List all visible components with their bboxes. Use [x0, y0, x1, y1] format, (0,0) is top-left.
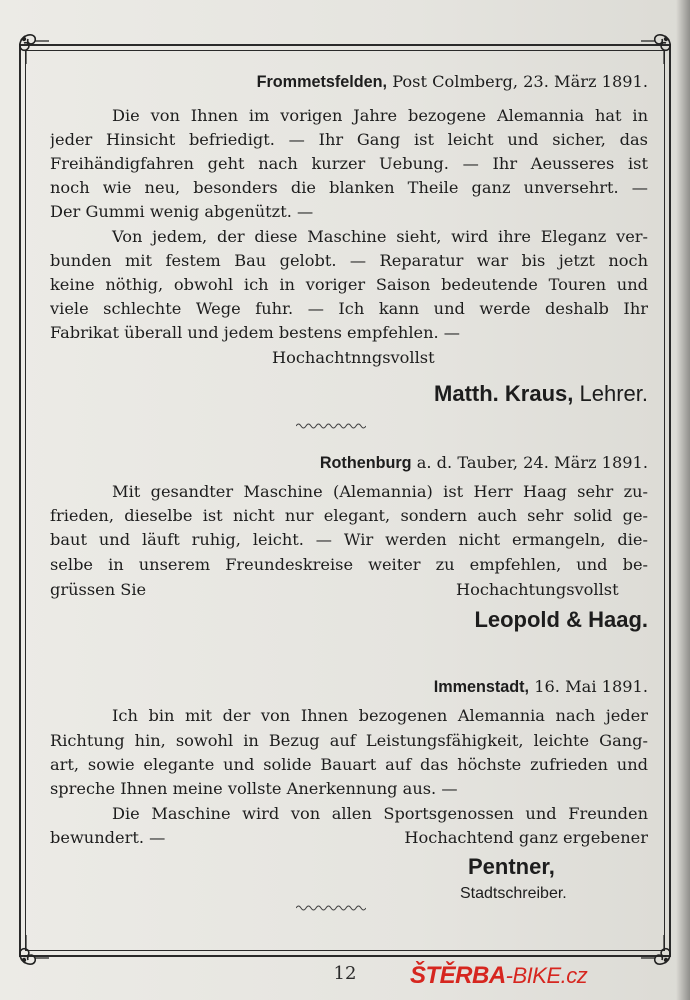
letter-text-line: jeder Hinsicht befriedigt. — Ihr Gang ist leicht und sicher, das [50, 130, 648, 149]
letter-text-line: art, sowie elegante und solide Bauart auf das höchste zufrieden und [50, 755, 648, 774]
signature-name: Matth. Kraus, [434, 381, 574, 406]
letter-place: Frommetsfelden, [256, 73, 388, 91]
letter-text-line [50, 578, 648, 602]
letter-place: Immenstadt, [433, 678, 530, 696]
letter-heading [50, 451, 648, 475]
letter-text-line: keine nöthig, obwohl ich in voriger Saison bedeutende Touren und [50, 275, 648, 294]
binding-shadow [676, 0, 690, 1000]
letter-place: Rothenburg [319, 454, 412, 472]
letter-signature [50, 605, 648, 635]
signature-name: Pentner, [468, 854, 555, 879]
letter-text-fragment: grüssen Sie [50, 580, 147, 599]
letter-closing: Hochachtungsvollst [456, 580, 619, 599]
watermark-sub: -BIKE.cz [505, 963, 588, 988]
letter-text-line: viele schlechte Wege fuhr. — Ich kann und werde deshalb Ihr [50, 299, 648, 318]
letter-text-line: Die Maschine wird von allen Sportsgenossen und Freunden [112, 804, 648, 823]
letter-text-line: noch wie neu, besonders die blanken Theile ganz unversehrt. — [50, 178, 648, 197]
letter-closing: Hochachtend ganz ergebener [404, 828, 648, 847]
letter-text-line: Von jedem, der diese Maschine sieht, wird ihre Eleganz ver- [112, 227, 648, 246]
letter-text-line: Ich bin mit der von Ihnen bezogenen Alemannia nach jeder [112, 706, 648, 725]
watermark-main: ŠTĚRBA [410, 962, 506, 989]
corner-ornament-icon [13, 931, 53, 971]
letter-closing: Hochachtnngsvollst [272, 348, 435, 367]
section-divider [296, 422, 366, 430]
letter-date: a. d. Tauber, 24. März 1891. [411, 453, 648, 472]
letter-signature [50, 379, 648, 409]
letter-text-line: Fabrikat überall und jedem bestens empfehlen. — [50, 323, 460, 342]
letter-text-fragment: bewundert. — [50, 828, 166, 847]
letter-text-line: bunden mit festem Bau gelobt. — Reparatur war bis jetzt noch [50, 251, 648, 270]
letter-heading [50, 675, 648, 699]
corner-ornament-icon [637, 931, 677, 971]
watermark [410, 962, 587, 990]
letter-text-line: Freihändigfahren geht nach kurzer Uebung. — Ihr Aeusseres ist [50, 154, 648, 173]
letter-text-line: spreche Ihnen meine vollste Anerkennung aus. — [50, 779, 458, 798]
page-number: 12 [333, 963, 357, 984]
letter-text-line: Die von Ihnen im vorigen Jahre bezogene Alemannia hat in [112, 106, 648, 125]
letter-text-line: Der Gummi wenig abgenützt. — [50, 202, 314, 221]
letter-text-line [50, 826, 648, 850]
letter-heading [50, 70, 648, 94]
letter-text-line: selbe in unserem Freundeskreise weiter zu empfehlen, und be- [50, 555, 648, 574]
letter-text-line: Richtung hin, sowohl in Bezug auf Leistungsfähigkeit, leichte Gang- [50, 731, 648, 750]
letter-signature [50, 852, 648, 882]
letter-text-line: baut und läuft ruhig, leicht. — Wir werden nicht ermangeln, die- [50, 530, 648, 549]
corner-ornament-icon [13, 28, 53, 68]
letter-date: Post Colmberg, 23. März 1891. [387, 72, 648, 91]
letter-text-line: Mit gesandter Maschine (Alemannia) ist Herr Haag sehr zu- [112, 482, 648, 501]
signature-title: Lehrer. [573, 381, 648, 406]
letter-date: 16. Mai 1891. [529, 677, 648, 696]
letter-text-line: frieden, dieselbe ist nicht nur elegant, sondern auch sehr solid ge- [50, 506, 648, 525]
section-divider [296, 904, 366, 912]
corner-ornament-icon [637, 28, 677, 68]
signature-name: Leopold & Haag. [474, 607, 648, 632]
signature-title: Stadtschreiber. [460, 885, 567, 902]
